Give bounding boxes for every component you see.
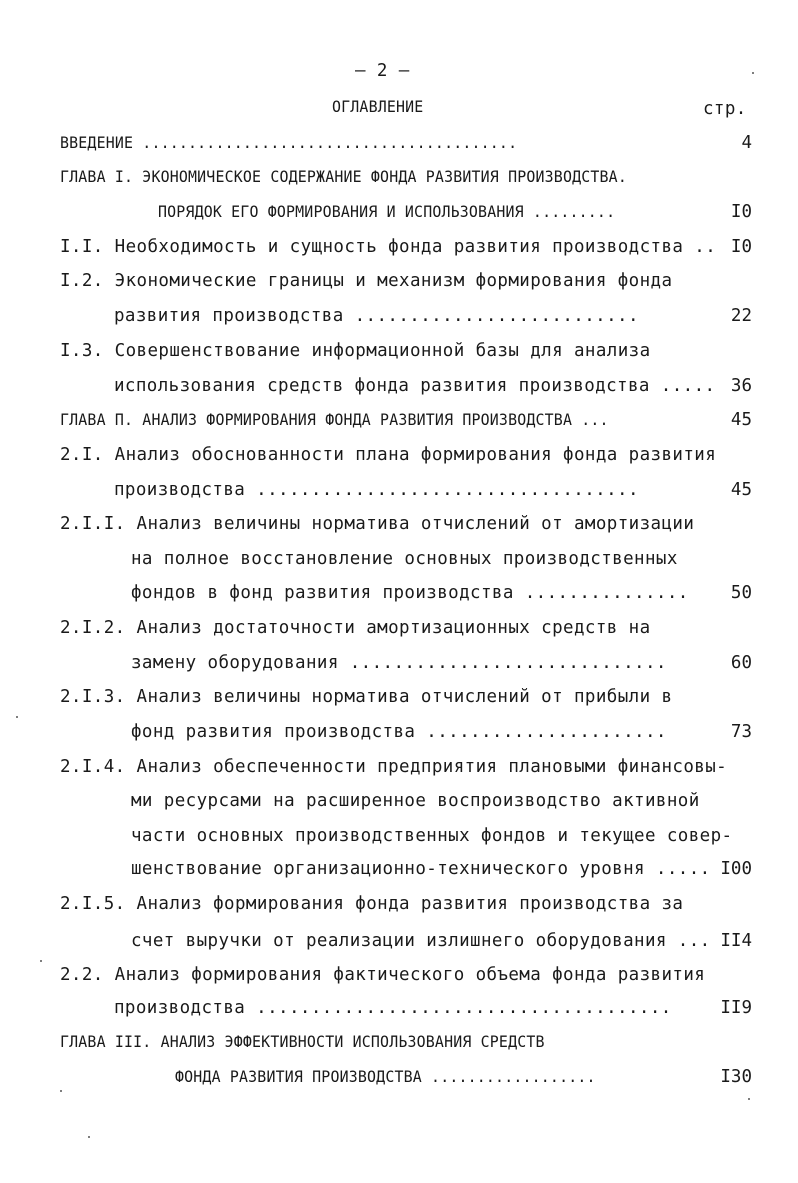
toc-entry-text: ГЛАВА III. АНАЛИЗ ЭФФЕКТИВНОСТИ ИСПОЛЬЗОВАНИЯ СРЕДСТВ — [60, 1032, 545, 1051]
toc-entry-page: I0 — [730, 237, 752, 257]
toc-entry-page: I0 — [730, 202, 752, 222]
toc-entry-page: 50 — [730, 583, 752, 603]
toc-entry-page: 73 — [730, 722, 752, 742]
scan-speck — [60, 1090, 62, 1092]
toc-entry-text: 2.2. Анализ формирования фактического объема фонда развития — [60, 965, 706, 985]
toc-entry-text: счет выручки от реализации излишнего оборудования ... — [131, 931, 711, 951]
toc-entry-text: фондов в фонд развития производства ............... — [131, 583, 689, 603]
toc-entry-text: 2.I.4. Анализ обеспеченности предприятия плановыми финансовы- — [60, 757, 728, 777]
toc-entry-text: ВВЕДЕНИЕ ......................................... — [60, 133, 518, 152]
toc-entry-text: 2.I. Анализ обоснованности плана формирования фонда развития — [60, 445, 717, 465]
toc-entry-text: производства ................................... — [114, 480, 639, 500]
toc-entry-text: 2.I.I. Анализ величины норматива отчислений от амортизации — [60, 514, 695, 534]
page-number: – 2 – — [355, 61, 410, 81]
toc-heading: ОГЛАВЛЕНИЕ — [332, 97, 424, 116]
toc-entry-text: 2.I.5. Анализ формирования фонда развития производства за — [60, 894, 684, 914]
scan-speck — [88, 1136, 90, 1138]
toc-entry-text: замену оборудования ............................. — [131, 653, 667, 673]
scan-speck — [752, 72, 754, 74]
toc-entry-page: II4 — [720, 931, 752, 951]
toc-entry-text: на полное восстановление основных производственных — [131, 549, 678, 569]
toc-entry-text: производства ...................................... — [114, 998, 672, 1018]
toc-entry-page: 60 — [730, 653, 752, 673]
toc-entry-page: 45 — [730, 410, 752, 430]
toc-entry-text: ГЛАВА I. ЭКОНОМИЧЕСКОЕ СОДЕРЖАНИЕ ФОНДА РАЗВИТИЯ ПРОИЗВОДСТВА. — [60, 167, 627, 186]
toc-entry-text: использования средств фонда развития производства ..... — [114, 376, 716, 396]
scan-speck — [16, 716, 18, 718]
toc-entry-page: I30 — [720, 1067, 752, 1087]
toc-entry-text: ФОНДА РАЗВИТИЯ ПРОИЗВОДСТВА .................. — [175, 1067, 596, 1086]
toc-entry-text: части основных производственных фондов и текущее совер- — [131, 826, 733, 846]
toc-entry-page: 36 — [730, 376, 752, 396]
toc-entry-text: ГЛАВА П. АНАЛИЗ ФОРМИРОВАНИЯ ФОНДА РАЗВИТИЯ ПРОИЗВОДСТВА ... — [60, 410, 609, 429]
toc-entry-text: фонд развития производства ...................... — [131, 722, 667, 742]
toc-entry-page: 4 — [741, 133, 752, 153]
toc-entry-text: ми ресурсами на расширенное воспроизводство активной — [131, 791, 700, 811]
toc-entry-page: 45 — [730, 480, 752, 500]
toc-entry-text: I.I. Необходимость и сущность фонда развития производства .. — [60, 237, 717, 257]
scan-speck — [40, 960, 42, 962]
page-column-label: стр. — [703, 99, 747, 119]
toc-entry-text: развития производства .......................... — [114, 306, 639, 326]
toc-entry-text: 2.I.2. Анализ достаточности амортизационных средств на — [60, 618, 651, 638]
scan-speck — [748, 1098, 750, 1100]
toc-entry-text: I.3. Совершенствование информационной базы для анализа — [60, 341, 651, 361]
toc-entry-text: шенствование организационно-технического уровня ..... — [131, 859, 711, 879]
toc-entry-text: ПОРЯДОК ЕГО ФОРМИРОВАНИЯ И ИСПОЛЬЗОВАНИЯ ......... — [158, 202, 616, 221]
toc-entry-page: 22 — [730, 306, 752, 326]
toc-entry-text: I.2. Экономические границы и механизм формирования фонда — [60, 271, 673, 291]
toc-entry-page: II9 — [720, 998, 752, 1018]
toc-entry-page: I00 — [720, 859, 752, 879]
toc-entry-text: 2.I.3. Анализ величины норматива отчислений от прибыли в — [60, 687, 673, 707]
